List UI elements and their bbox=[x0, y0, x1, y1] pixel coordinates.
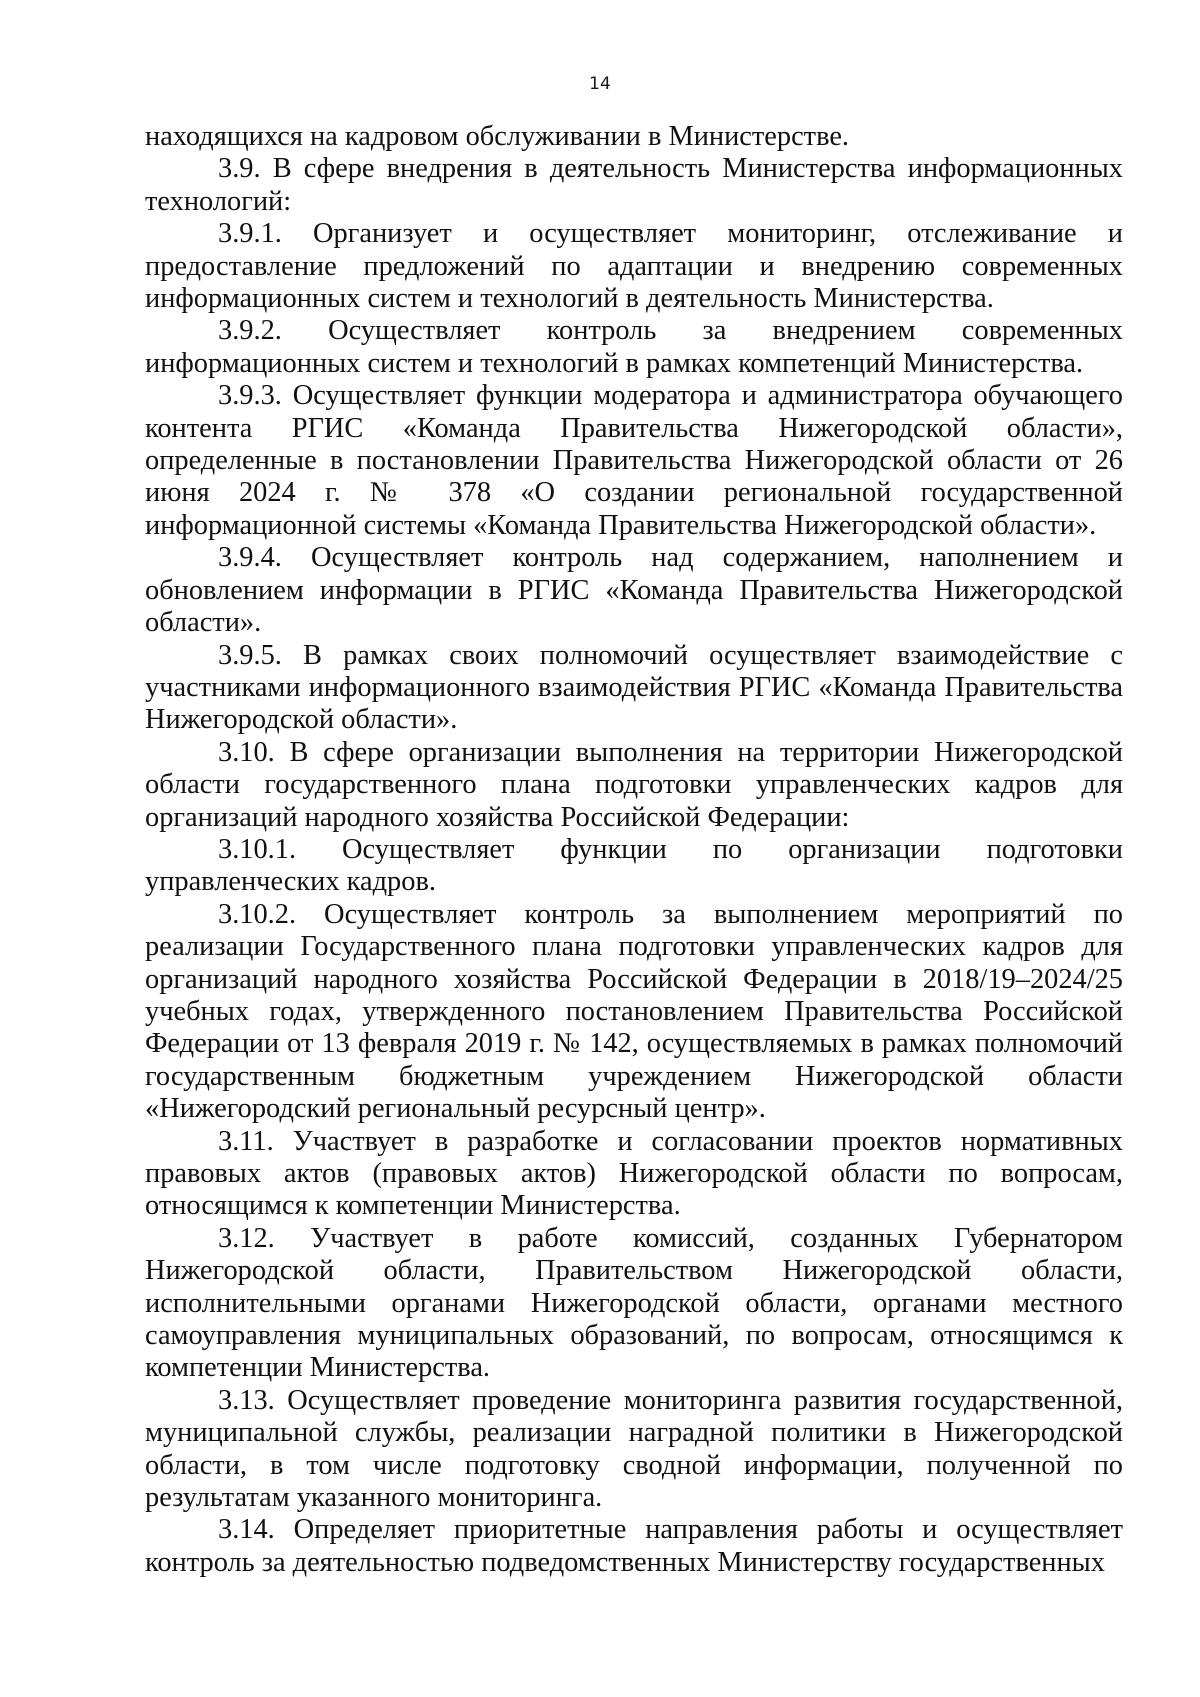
paragraph: 3.9.5. В рамках своих полномочий осуществляет взаимодействие с участниками информационного взаимодействия РГИС «Команда Правительства Нижегородской области». bbox=[145, 639, 1123, 736]
document-body bbox=[145, 121, 1123, 1579]
page-number: 14 bbox=[589, 74, 611, 94]
paragraph: 3.12. Участвует в работе комиссий, созданных Губернатором Нижегородской области, Правительством Нижегородской области, исполнительными органами Нижегородской области, органами местного самоуправления муниципальных образований, по вопросам, относящимся к компетенции Министерства. bbox=[145, 1222, 1123, 1384]
paragraph: 3.9.2. Осуществляет контроль за внедрением современных информационных систем и технологий в рамках компетенций Министерства. bbox=[145, 315, 1123, 379]
paragraph: 3.9.4. Осуществляет контроль над содержанием, наполнением и обновлением информации в РГИС «Команда Правительства Нижегородской области». bbox=[145, 542, 1123, 639]
paragraph: 3.10.1. Осуществляет функции по организации подготовки управленческих кадров. bbox=[145, 833, 1123, 898]
paragraph: 3.10. В сфере организации выполнения на территории Нижегородской области государственного плана подготовки управленческих кадров для организаций народного хозяйства Российской Федерации: bbox=[145, 736, 1123, 833]
paragraph: 3.11. Участвует в разработке и согласовании проектов нормативных правовых актов (правовых актов) Нижегородской области по вопросам, относящимся к компетенции Министерства. bbox=[145, 1125, 1123, 1222]
paragraph: 3.9.3. Осуществляет функции модератора и администратора обучающего контента РГИС «Команда Правительства Нижегородской области», определенные в постановлении Правительства Нижегородской области от 26 июня 2024 г. № 378 «О создании региональной государственной информационной системы «Команда Правительства Нижегородской области». bbox=[145, 380, 1123, 541]
paragraph: 3.10.2. Осуществляет контроль за выполнением мероприятий по реализации Государственного плана подготовки управленческих кадров для организаций народного хозяйства Российской Федерации в 2018/19–2024/25 учебных годах, утвержденного постановлением Правительства Российской Федерации от 13 февраля 2019 г. № 142, осуществляемых в рамках полномочий государственным бюджетным учреждением Нижегородской области «Нижегородский региональный ресурсный центр». bbox=[145, 898, 1123, 1125]
paragraph: находящихся на кадровом обслуживании в Министерстве. bbox=[145, 121, 850, 152]
paragraph: 3.9. В сфере внедрения в деятельность Министерства информационных технологий: bbox=[145, 153, 1123, 217]
paragraph: 3.13. Осуществляет проведение мониторинга развития государственной, муниципальной службы, реализации наградной политики в Нижегородской области, в том числе подготовку сводной информации, полученной по результатам указанного мониторинга. bbox=[145, 1384, 1123, 1514]
paragraph: 3.9.1. Организует и осуществляет мониторинг, отслеживание и предоставление предложений по адаптации и внедрению современных информационных систем и технологий в деятельность Министерства. bbox=[145, 218, 1123, 315]
paragraph: 3.14. Определяет приоритетные направления работы и осуществляет контроль за деятельностью подведомственных Министерству государственных bbox=[145, 1514, 1123, 1578]
